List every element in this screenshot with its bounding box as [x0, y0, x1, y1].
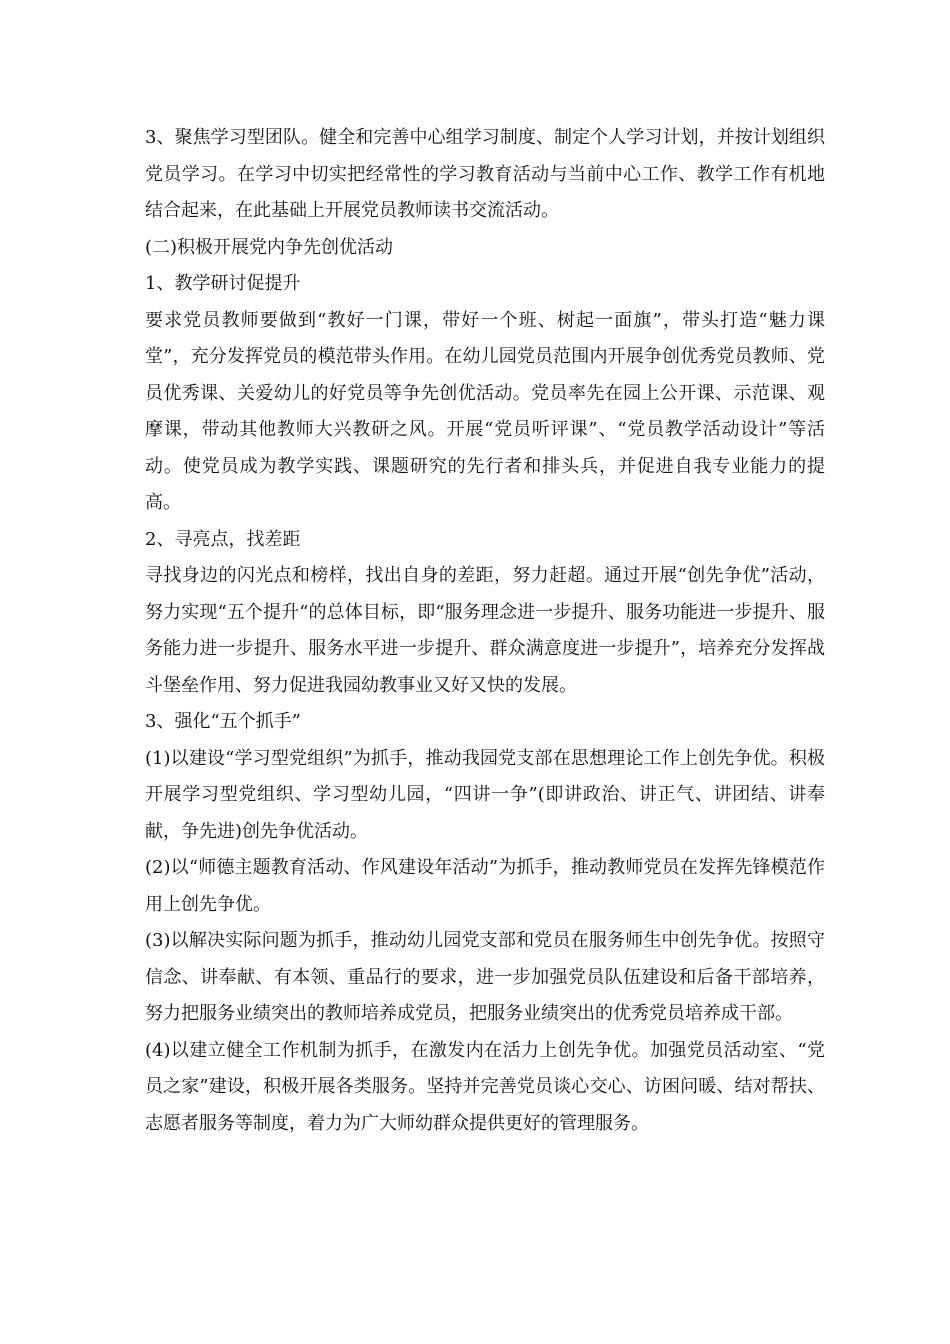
- list-item-handle-3: (3)以解决实际问题为抓手，推动幼儿园党支部和党员在服务师生中创先争优。按照守信念、讲奉献、有本领、重品行的要求，进一步加强党员队伍建设和后备干部培养，努力把服务业绩突出的教师培养成党员，把服务业绩突出的优秀党员培养成干部。: [145, 930, 825, 1024]
- subheading-find-highlights: 2、寻亮点，找差距: [145, 528, 301, 550]
- paragraph-study-team: 3、聚焦学习型团队。健全和完善中心组学习制度、制定个人学习计划，并按计划组织党员学习。在学习中切实把经常性的学习教育活动与当前中心工作、教学工作有机地结合起来，在此基础上开展党员教师读书交流活动。: [145, 127, 825, 221]
- paragraph-teaching-research: 要求党员教师要做到“教好一门课，带好一个班、树起一面旗”，带头打造“魅力课堂”，充分发挥党员的模范带头作用。在幼儿园党员范围内开展争创优秀党员教师、党员优秀课、关爱幼儿的好党员等争先创优活动。党员率先在园上公开课、示范课、观摩课，带动其他教师大兴教研之风。开展“党员听评课”、“党员教学活动设计”等活动。使党员成为教学实践、课题研究的先行者和排头兵，并促进自我专业能力的提高。: [145, 309, 825, 513]
- subheading-teaching-research: 1、教学研讨促提升: [145, 273, 301, 294]
- heading-competition: (二)积极开展党内争先创优活动: [145, 236, 394, 258]
- paragraph-find-highlights: 寻找身边的闪光点和榜样，找出自身的差距，努力赶超。通过开展“创先争优”活动，努力实现“五个提升“的总体目标，即“服务理念进一步提升、服务功能进一步提升、服务能力进一步提升、服务水平进一步提升、群众满意度进一步提升”，培养充分发挥战斗堡垒作用、努力促进我园幼教事业又好又快的发展。: [145, 565, 825, 696]
- subheading-five-handles: 3、强化“五个抓手”: [145, 711, 301, 732]
- list-item-handle-1: (1)以建设“学习型党组织”为抓手，推动我园党支部在思想理论工作上创先争优。积极开展学习型党组织、学习型幼儿园，“四讲一争”(即讲政治、讲正气、讲团结、讲奉献，争先进)创先争优活动。: [145, 747, 825, 842]
- document-body: [145, 120, 825, 1142]
- list-item-handle-4: (4)以建立健全工作机制为抓手，在激发内在活力上创先争优。加强党员活动室、“党员之家”建设，积极开展各类服务。坚持并完善党员谈心交心、访困问暖、结对帮扶、志愿者服务等制度，着力为广大师幼群众提供更好的管理服务。: [145, 1039, 825, 1134]
- list-item-handle-2: (2)以“师德主题教育活动、作风建设年活动”为抓手，推动教师党员在发挥先锋模范作用上创先争优。: [145, 857, 825, 915]
